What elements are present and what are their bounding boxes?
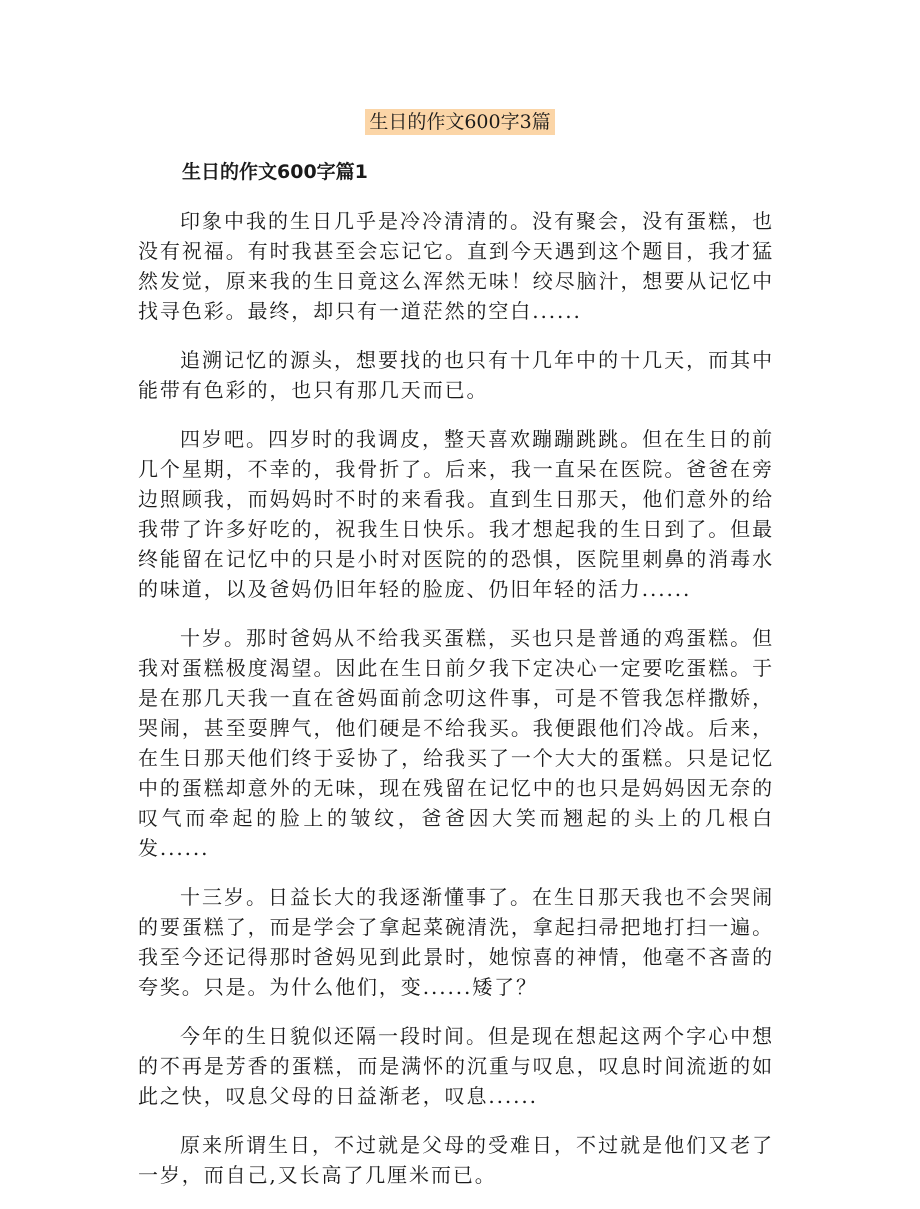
paragraph-5: 十三岁。日益长大的我逐渐懂事了。在生日那天我也不会哭闹的要蛋糕了，而是学会了拿起菜碗清洗，拿起扫帚把地打扫一遍。我至今还记得那时爸妈见到此景时，她惊喜的神情，他毫不吝啬的夸奖。只是。为什么他们，变......矮了？: [138, 885, 774, 999]
essay-body: [138, 206, 774, 1209]
paragraph-1: 印象中我的生日几乎是冷冷清清的。没有聚会，没有蛋糕，也没有祝福。有时我甚至会忘记它。直到今天遇到这个题目，我才猛然发觉，原来我的生日竟这么浑然无味！绞尽脑汁，想要从记忆中找寻色彩。最终，却只有一道茫然的空白......: [138, 209, 774, 323]
section-heading: 生日的作文600字篇1: [182, 161, 368, 183]
document-title-text: 生日的作文600字3篇: [365, 109, 554, 135]
document-title: [0, 108, 920, 136]
paragraph-2: 追溯记忆的源头，想要找的也只有十几年中的十几天，而其中能带有色彩的，也只有那几天而已。: [138, 348, 774, 402]
paragraph-4: 十岁。那时爸妈从不给我买蛋糕，买也只是普通的鸡蛋糕。但我对蛋糕极度渴望。因此在生日前夕我下定决心一定要吃蛋糕。于是在那几天我一直在爸妈面前念叨这件事，可是不管我怎样撒娇，哭闹，甚至耍脾气，他们硬是不给我买。我便跟他们冷战。后来，在生日那天他们终于妥协了，给我买了一个大大的蛋糕。只是记忆中的蛋糕却意外的无味，现在残留在记忆中的也只是妈妈因无奈的叹气而牵起的脸上的皱纹，爸爸因大笑而翘起的头上的几根白发......: [138, 626, 774, 860]
paragraph-7: 原来所谓生日，不过就是父母的受难日，不过就是他们又老了一岁，而自己,又长高了几厘米而已。: [138, 1133, 774, 1187]
paragraph-6: 今年的生日貌似还隔一段时间。但是现在想起这两个字心中想的不再是芳香的蛋糕，而是满怀的沉重与叹息，叹息时间流逝的如此之快，叹息父母的日益渐老，叹息......: [138, 1024, 774, 1108]
paragraph-3: 四岁吧。四岁时的我调皮，整天喜欢蹦蹦跳跳。但在生日的前几个星期，不幸的，我骨折了。后来，我一直呆在医院。爸爸在旁边照顾我，而妈妈时不时的来看我。直到生日那天，他们意外的给我带了许多好吃的，祝我生日快乐。我才想起我的生日到了。但最终能留在记忆中的只是小时对医院的的恐惧，医院里刺鼻的消毒水的味道，以及爸妈仍旧年轻的脸庞、仍旧年轻的活力......: [138, 427, 774, 601]
